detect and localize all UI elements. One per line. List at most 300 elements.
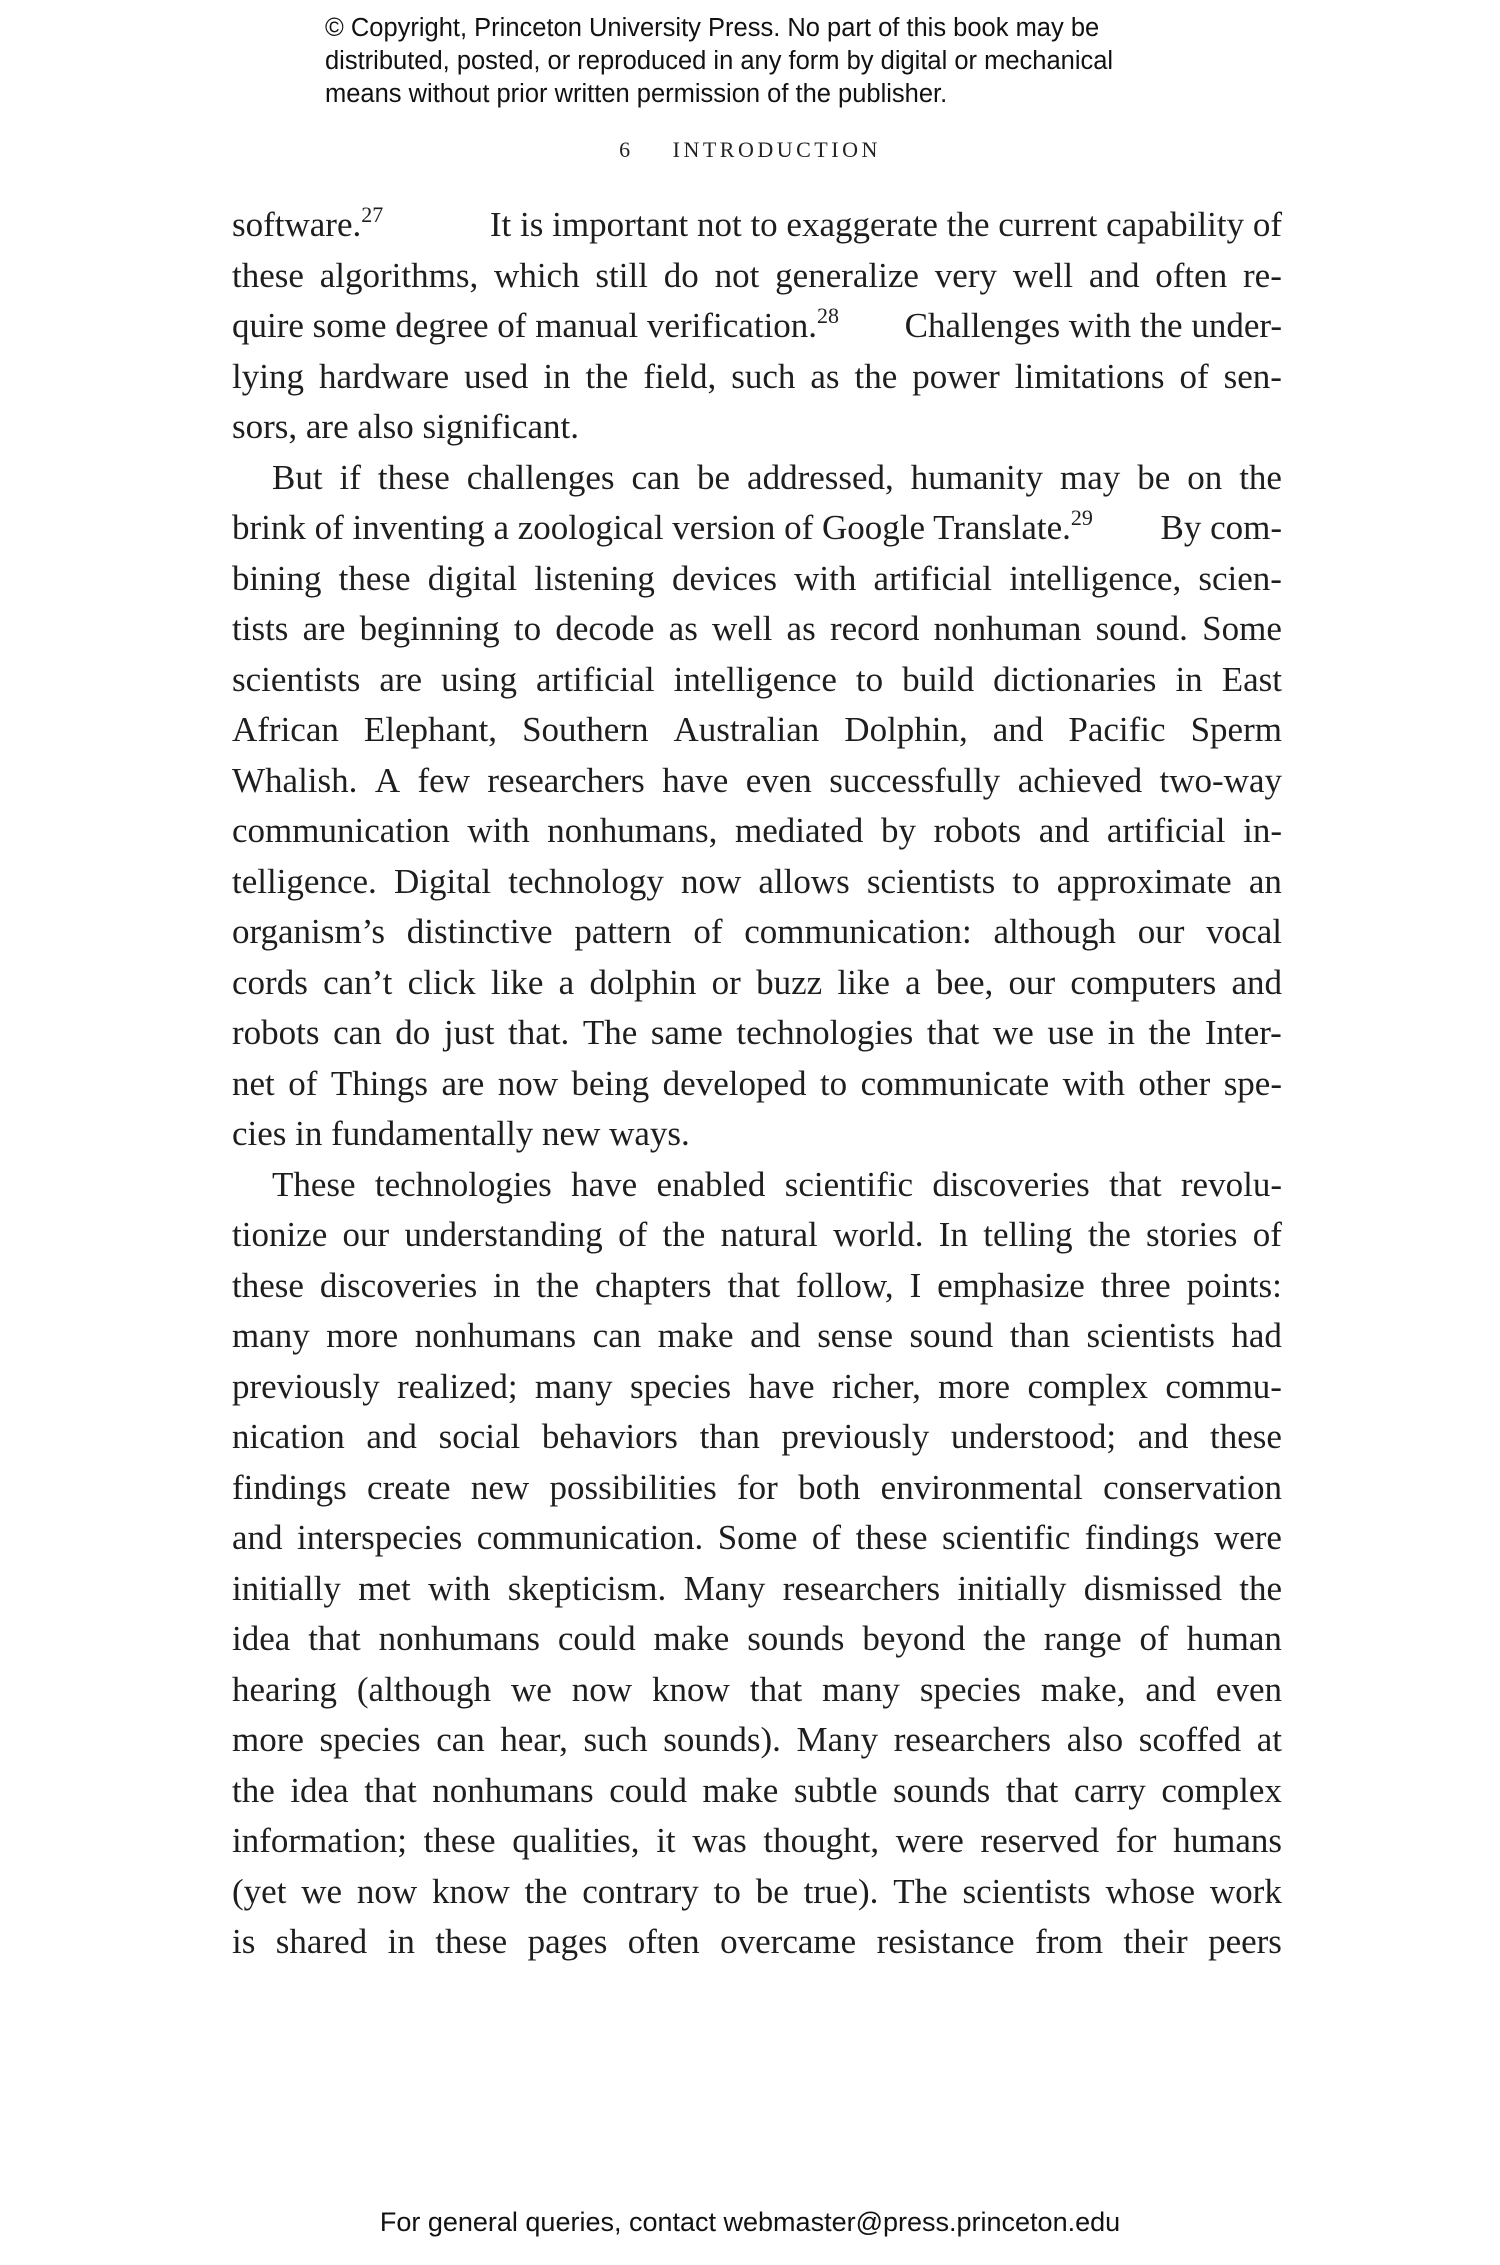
word: spe- [1223, 1063, 1282, 1103]
text-line [232, 301, 1282, 352]
word: range [1043, 1619, 1122, 1658]
word: and [750, 1316, 801, 1355]
word: these [232, 1265, 304, 1305]
word: if [339, 457, 361, 497]
word: buzz [756, 962, 823, 1002]
word: artificial [1106, 811, 1226, 850]
word: communicate [860, 1063, 1050, 1103]
word: even [745, 760, 812, 800]
word: sounds [893, 1770, 991, 1810]
word: still [595, 255, 648, 295]
word: in- [1243, 811, 1282, 850]
word: limitations [1014, 356, 1165, 396]
word: sound [909, 1316, 994, 1355]
word: peers [1208, 1922, 1282, 1961]
word: communication. [476, 1518, 704, 1557]
word: follow, [795, 1265, 894, 1305]
footer-contact: For general queries, contact webmaster@press.princeton.edu [379, 2207, 1121, 2237]
word: digital [427, 558, 518, 598]
word: Whalish. [232, 760, 358, 800]
word: like [490, 962, 544, 1002]
word: used [464, 356, 529, 396]
word: listening [534, 558, 655, 598]
word: world. [833, 1215, 924, 1254]
word: or [711, 962, 741, 1002]
word: humanity [910, 457, 1043, 497]
word: be [755, 1871, 789, 1911]
page-number: 6 [619, 137, 634, 162]
word: nonhumans [378, 1619, 540, 1658]
text-line [232, 705, 1282, 756]
word: could [609, 1770, 687, 1810]
word: that [749, 1669, 803, 1709]
word: field, [643, 356, 717, 396]
word: initially [957, 1568, 1067, 1608]
word: using [441, 659, 517, 699]
word: three [1100, 1265, 1171, 1305]
word: such [583, 1720, 648, 1759]
word: the [662, 1215, 706, 1254]
word: human [1186, 1619, 1282, 1658]
word: Some [717, 1518, 798, 1557]
word: know [432, 1871, 510, 1911]
word: in [543, 356, 571, 396]
word: scien- [1198, 558, 1282, 598]
word: lying [232, 356, 304, 396]
word: Many [796, 1720, 879, 1759]
word: have [571, 1164, 638, 1204]
word: these [338, 558, 411, 598]
word: previously [781, 1417, 930, 1456]
word: species [919, 1669, 1021, 1709]
word: and [1088, 255, 1140, 295]
word: make [657, 1316, 734, 1355]
text-line [232, 251, 1282, 302]
word: for [737, 1467, 778, 1507]
word: richer, [831, 1366, 921, 1406]
word: these [377, 457, 450, 497]
word: sen- [1223, 356, 1282, 396]
text-line [232, 1261, 1282, 1312]
word: environmental [880, 1467, 1083, 1507]
word: other [1138, 1063, 1211, 1103]
text-segment: brink of inventing a zoological version of Google Translate.$^{29}$ [232, 505, 1093, 547]
word: technologies [374, 1164, 552, 1204]
word: information; [232, 1821, 407, 1860]
word: of [1139, 1619, 1169, 1658]
word: vocal [1206, 912, 1282, 951]
word: the [854, 356, 898, 396]
word: findings [232, 1467, 347, 1507]
word: to [819, 1063, 848, 1103]
word: (yet [232, 1871, 287, 1911]
word: the [524, 1871, 568, 1911]
word: idea [290, 1770, 349, 1810]
word: findings [1084, 1518, 1200, 1557]
word: many [822, 1669, 900, 1709]
word: both [798, 1467, 861, 1507]
word: behaviors [541, 1417, 678, 1456]
word: record [829, 609, 920, 648]
word: the [536, 1265, 580, 1305]
text-line [232, 1715, 1282, 1766]
text-line [232, 756, 1282, 807]
text-line [232, 1160, 1282, 1211]
copyright-line: means without prior written permission of the publisher. [325, 80, 948, 108]
word: carry [1073, 1770, 1146, 1810]
word: are [441, 1063, 485, 1103]
word: cords [232, 962, 308, 1002]
word: successfully [829, 760, 1001, 800]
word: being [571, 1063, 650, 1103]
footnote-ref[interactable]: 27 [361, 202, 384, 227]
word: these [435, 1922, 508, 1961]
text-line [232, 1362, 1282, 1413]
word: to [713, 1871, 741, 1911]
word: these [1209, 1417, 1282, 1456]
word: previously [232, 1366, 380, 1406]
word: and [366, 1417, 417, 1456]
text-line: cies in fundamentally new ways. [232, 1114, 690, 1153]
text-line [232, 554, 1282, 605]
text-line [232, 1008, 1282, 1059]
word: initially [232, 1568, 341, 1608]
word: were [1213, 1518, 1282, 1557]
word: resistance [876, 1922, 1015, 1961]
word: from [1035, 1922, 1104, 1961]
word: our [1008, 962, 1056, 1002]
word: in [387, 1922, 415, 1961]
word: we [301, 1871, 343, 1911]
word: more [326, 1316, 399, 1355]
word: revolu- [1180, 1164, 1282, 1204]
word: mediated [735, 811, 864, 850]
word: and [1145, 1669, 1196, 1709]
word: distinctive [406, 912, 553, 951]
word: a [905, 962, 921, 1002]
word: scientists [232, 659, 361, 699]
word: our [1137, 912, 1185, 951]
word: The [893, 1871, 948, 1911]
word: more [232, 1720, 304, 1759]
word: Inter- [1204, 1013, 1282, 1052]
word: nonhumans, [547, 811, 718, 850]
word: developed [662, 1063, 807, 1103]
text-line [232, 1766, 1282, 1817]
word: could [557, 1619, 636, 1658]
word: same [650, 1013, 723, 1052]
text-line [232, 352, 1282, 403]
word: can [631, 457, 681, 497]
word: I [909, 1265, 922, 1305]
word: now [356, 1871, 418, 1911]
word: in [1175, 659, 1203, 699]
text-line [232, 1614, 1282, 1665]
word: for [1115, 1821, 1157, 1860]
word: often [627, 1922, 700, 1961]
word: Some [1202, 609, 1282, 648]
word: possibilities [549, 1467, 717, 1507]
word: interspecies [297, 1518, 463, 1557]
copyright-line: distributed, posted, or reproduced in any form by digital or mechanical [325, 47, 1114, 75]
text-line [232, 1513, 1282, 1564]
word: not [714, 255, 760, 295]
word: complex [1161, 1770, 1282, 1810]
word: than [699, 1417, 760, 1456]
word: stories [1146, 1215, 1238, 1254]
word: technology [508, 861, 664, 901]
word: create [367, 1467, 451, 1507]
word: natural [720, 1215, 818, 1254]
text-line [232, 453, 1282, 504]
word: of [618, 1215, 648, 1254]
word: communication [232, 811, 450, 850]
word: chapters [594, 1265, 712, 1305]
word: social [438, 1417, 521, 1456]
word: East [1221, 659, 1282, 699]
word: pattern [574, 912, 672, 951]
word: technologies [736, 1013, 914, 1052]
word: that. [508, 1013, 570, 1052]
word: of [1179, 356, 1209, 396]
word: nonhumans [414, 1316, 577, 1355]
word: nonhumans [432, 1770, 594, 1810]
word: understanding [404, 1215, 603, 1254]
text-segment: Challenges with the under- [904, 306, 1282, 345]
word: as [786, 609, 816, 648]
text-line [232, 1463, 1282, 1514]
word: scientific [784, 1164, 913, 1204]
word: true). [803, 1871, 879, 1911]
word: thought, [763, 1821, 880, 1860]
word: emphasize [937, 1265, 1085, 1305]
word: these [232, 255, 304, 295]
word: scoffed [1138, 1720, 1242, 1759]
word: the [1239, 1568, 1282, 1608]
word: click [407, 962, 476, 1002]
word: with [428, 1568, 491, 1608]
word: the [1148, 1013, 1192, 1052]
word: power [912, 356, 1000, 396]
text-segment: By com- [1160, 508, 1282, 547]
word: achieved [1017, 760, 1143, 800]
word: and [1038, 811, 1090, 850]
word: commu- [1165, 1366, 1282, 1406]
word: hearing [232, 1669, 337, 1709]
word: contrary [582, 1871, 699, 1911]
word: nonhuman [933, 609, 1082, 648]
word: just [443, 1013, 495, 1052]
word: that [727, 1265, 780, 1305]
word: scientists [962, 1871, 1091, 1911]
text-line [232, 857, 1282, 908]
word: on [1187, 457, 1223, 497]
word: and [1231, 962, 1282, 1002]
word: be [697, 457, 731, 497]
word: even [1215, 1669, 1282, 1709]
word: A [374, 760, 401, 800]
word: African [232, 710, 339, 749]
word: approximate [1056, 861, 1232, 901]
word: telligence. [232, 861, 377, 901]
word: researchers [782, 1568, 941, 1608]
word: idea [232, 1619, 291, 1658]
word: have [662, 760, 729, 800]
word: make [702, 1770, 779, 1810]
word: with [794, 558, 857, 598]
word: Things [330, 1063, 429, 1103]
word: robots [232, 1013, 320, 1052]
word: that [1109, 1164, 1162, 1204]
word: algorithms, [319, 255, 479, 295]
word: scientists [866, 861, 996, 901]
word: The [582, 1013, 638, 1052]
text-line [232, 1412, 1282, 1463]
word: Southern [522, 710, 649, 749]
word: are [379, 659, 423, 699]
word: addressed, [747, 457, 894, 497]
word: well [1012, 255, 1074, 295]
word: these [423, 1821, 496, 1860]
word: and [1137, 1417, 1189, 1456]
word: at [1256, 1720, 1282, 1759]
word: like [837, 962, 890, 1002]
word: hear, [500, 1720, 568, 1759]
word: net [232, 1063, 275, 1103]
word: their [1123, 1922, 1188, 1961]
text-segment: quire some degree of manual verification.$^{28}$ [232, 303, 840, 345]
word: although [993, 912, 1116, 951]
word: know [652, 1669, 730, 1709]
text-line [232, 806, 1282, 857]
text-line [232, 1867, 1282, 1918]
word: shared [275, 1922, 368, 1961]
word: are [302, 609, 346, 648]
text-line [232, 1816, 1282, 1867]
word: Pacific [1068, 710, 1166, 749]
chapter-title: INTRODUCTION [672, 137, 881, 162]
word: skepticism. [507, 1568, 667, 1608]
word: is [232, 1922, 256, 1961]
word: many [232, 1316, 310, 1355]
word: as [668, 609, 698, 648]
text-line [232, 1059, 1282, 1110]
word: humans [1173, 1821, 1282, 1860]
word: now [571, 1669, 633, 1709]
word: few [417, 760, 470, 800]
word: as [810, 356, 840, 396]
word: sense [817, 1316, 893, 1355]
word: two-way [1159, 760, 1282, 800]
word: new [470, 1467, 530, 1507]
word: qualities, [512, 1821, 640, 1860]
word: sounds [747, 1619, 845, 1658]
word: artificial [536, 659, 655, 699]
word: re- [1243, 255, 1282, 295]
word: of [1252, 1215, 1282, 1254]
word: Australian [673, 710, 820, 749]
text-line [232, 604, 1282, 655]
word: well [712, 609, 773, 648]
word: build [902, 659, 975, 699]
word: robots [933, 811, 1022, 850]
word: Dolphin, [844, 710, 968, 749]
word: decode [555, 609, 655, 648]
word: of [288, 1063, 318, 1103]
word: to [1012, 861, 1040, 901]
word: often [1155, 255, 1228, 295]
word: of [693, 912, 723, 951]
word: use [1047, 1013, 1095, 1052]
word: bee, [935, 962, 994, 1002]
word: had [1231, 1316, 1282, 1355]
word: species [319, 1720, 421, 1759]
copyright-notice [325, 12, 1225, 111]
text-line [232, 1665, 1282, 1716]
word: that [1005, 1770, 1059, 1810]
word: and [992, 710, 1044, 749]
word: intelligence [673, 659, 837, 699]
word: pages [527, 1922, 608, 1961]
word: artificial [873, 558, 993, 598]
word: Elephant, [363, 710, 498, 749]
word: do [395, 1013, 431, 1052]
word: a [558, 962, 575, 1002]
text-line [232, 1564, 1282, 1615]
word: it [656, 1821, 676, 1860]
word: Many [683, 1568, 766, 1608]
word: have [748, 1366, 815, 1406]
word: that [926, 1013, 980, 1052]
word: with [1062, 1063, 1125, 1103]
word: an [1248, 861, 1282, 901]
text-line [232, 1917, 1282, 1968]
word: our [342, 1215, 390, 1254]
running-head [0, 137, 1500, 163]
word: we [511, 1669, 552, 1709]
word: also [1066, 1720, 1124, 1759]
word: be [1137, 457, 1171, 497]
copyright-line: © Copyright, Princeton University Press. No part of this book may be [325, 14, 1100, 42]
word: can [592, 1316, 642, 1355]
word: realized; [397, 1366, 518, 1406]
word: work [1209, 1871, 1282, 1911]
text-line: sors, are also significant. [232, 407, 579, 446]
word: sound. [1095, 609, 1188, 648]
word: these [855, 1518, 928, 1557]
word: scientific [941, 1518, 1071, 1557]
word: These [272, 1164, 356, 1204]
word: with [467, 811, 530, 850]
word: by [880, 811, 916, 850]
word: can’t [323, 962, 393, 1002]
word: beyond [862, 1619, 966, 1658]
word: But [272, 457, 323, 497]
footnote-ref[interactable]: 29 [1070, 505, 1093, 530]
word: we [992, 1013, 1034, 1052]
text-line [232, 503, 1282, 554]
word: enabled [656, 1164, 766, 1204]
word: bining [232, 558, 322, 598]
word: researchers [893, 1720, 1052, 1759]
word: to [855, 659, 884, 699]
word: scientists [1086, 1316, 1215, 1355]
word: tionize [232, 1215, 328, 1254]
word: whose [1105, 1871, 1196, 1911]
word: which [494, 255, 580, 295]
word: reserved [980, 1821, 1099, 1860]
footnote-ref[interactable]: 28 [817, 303, 840, 328]
